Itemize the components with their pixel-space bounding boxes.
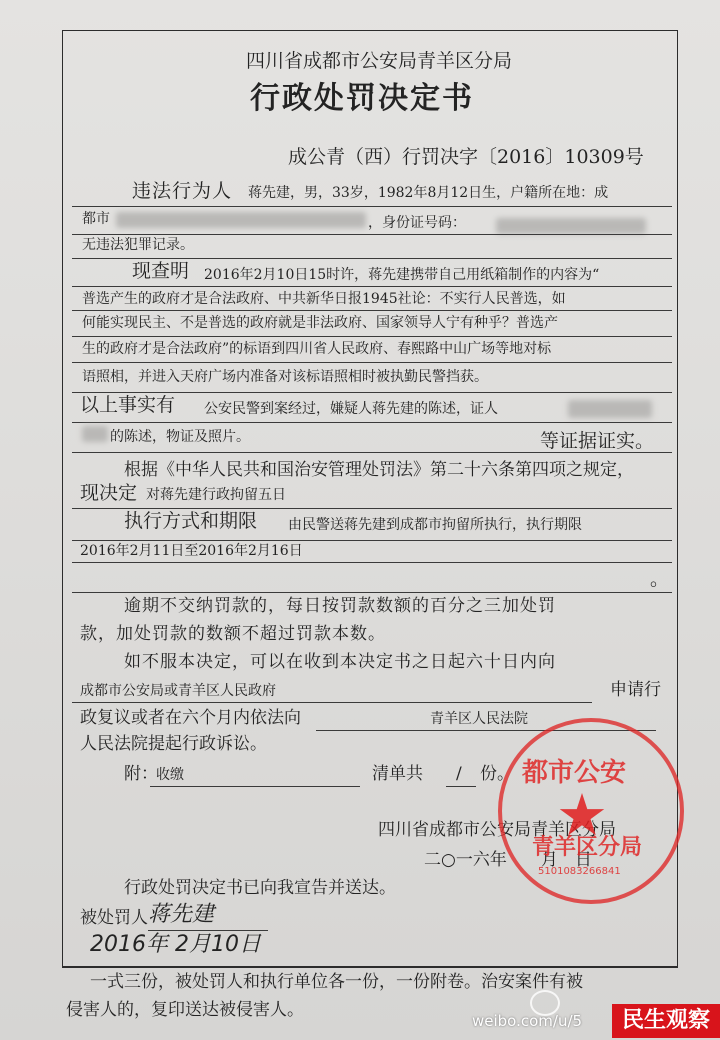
appeal-apply: 申请行 xyxy=(610,680,661,700)
redacted-witness-suffix xyxy=(82,426,108,442)
watermark-brand: 民生观察 xyxy=(612,1004,720,1038)
rule-line xyxy=(72,562,672,563)
rule-line xyxy=(446,786,476,787)
redacted-address xyxy=(116,212,366,228)
rule-line xyxy=(72,422,672,423)
rule-line xyxy=(72,702,592,703)
rule-line xyxy=(72,336,672,337)
rule-line xyxy=(72,310,672,311)
fine-notice-line1: 逾期不交纳罚款的，每日按罚款数额的百分之三加处罚 xyxy=(124,596,556,616)
issuing-org: 四川省成都市公安局青羊区分局 xyxy=(378,820,616,840)
rule-line xyxy=(72,258,672,259)
document-number: 成公青（西）行罚决字〔2016〕10309号 xyxy=(288,146,644,168)
seal-text-top: 都市公安 xyxy=(522,758,627,788)
evidence-line1: 公安民警到案经过，嫌疑人蒋先建的陈述，证人 xyxy=(204,401,498,417)
redacted-witness xyxy=(568,400,652,418)
appeal-line4: 人民法院提起行政诉讼。 xyxy=(80,734,267,754)
rule-line xyxy=(72,206,672,207)
footer-line2: 侵害人的，复印送达被侵害人。 xyxy=(66,1000,304,1020)
evidence-line2: 的陈述，物证及照片。 xyxy=(110,429,250,445)
attachment-count: / xyxy=(456,764,462,784)
rule-line xyxy=(150,786,360,787)
appeal-authority: 成都市公安局或青羊区人民政府 xyxy=(80,683,276,699)
decision-label: 现决定 xyxy=(80,482,138,504)
evidence-suffix: 等证据证实。 xyxy=(540,430,655,452)
fine-notice-line2: 款，加处罚款的数额不超过罚款本数。 xyxy=(80,624,386,644)
offender-line1: 蒋先建，男，33岁，1982年8月12日生，户籍所在地：成 xyxy=(248,185,609,201)
offender-line3: 无违法犯罪记录。 xyxy=(82,237,194,253)
handwritten-signature: 蒋先建 xyxy=(148,902,215,927)
footer-line1: 一式三份，被处罚人和执行单位各一份，一份附卷。治安案件有被 xyxy=(90,972,583,992)
appeal-line1: 如不服本决定，可以在收到本决定书之日起六十日内向 xyxy=(124,652,556,672)
execution-line1: 由民警送蒋先建到成都市拘留所执行，执行期限 xyxy=(288,517,582,533)
execution-line2: 2016年2月11日至2016年2月16日 xyxy=(80,543,303,559)
evidence-label: 以上事实有 xyxy=(80,394,176,416)
facts-line2: 普选产生的政府才是合法政府、中共新华日报1945社论：不实行人民普选，如 xyxy=(82,291,566,307)
rule-line xyxy=(72,540,672,541)
attachment-unit: 份。 xyxy=(480,764,514,784)
offender-id-label: ，身份证号码： xyxy=(368,215,466,231)
agency-name: 四川省成都市公安局青羊区分局 xyxy=(246,50,513,72)
seal-number: 5101083266841 xyxy=(538,866,621,877)
appeal-court: 青羊区人民法院 xyxy=(430,711,528,727)
rule-line xyxy=(72,592,672,593)
rule-line xyxy=(72,392,672,393)
document-title: 行政处罚决定书 xyxy=(250,81,474,116)
footer-divider xyxy=(62,966,678,967)
rule-line xyxy=(72,508,672,509)
facts-line1: 2016年2月10日15时许，蒋先建携带自己用纸箱制作的内容为“ xyxy=(204,267,600,283)
watermark-url: weibo.com/u/5 xyxy=(472,1012,583,1030)
attachment-item: 收缴 xyxy=(156,767,184,783)
rule-line xyxy=(148,930,268,931)
redacted-id-number xyxy=(496,218,646,234)
seal-star-icon: ★ xyxy=(556,781,608,849)
receipt-statement: 行政处罚决定书已向我宣告并送达。 xyxy=(124,878,396,898)
appeal-line3: 政复议或者在六个月内依法向 xyxy=(80,708,301,728)
rule-line xyxy=(72,362,672,363)
attachment-list-label: 清单共 xyxy=(372,764,423,784)
legal-basis: 根据《中华人民共和国治安管理处罚法》第二十六条第四项之规定， xyxy=(124,460,634,480)
issue-date: 二○一六年 月 日 xyxy=(424,850,592,870)
rule-line xyxy=(72,286,672,287)
offender-label: 违法行为人 xyxy=(132,180,233,202)
rule-line xyxy=(72,234,672,235)
receipt-person-label: 被处罚人 xyxy=(80,908,148,928)
decision-text: 对蒋先建行政拘留五日 xyxy=(146,487,286,503)
attachment-label: 附： xyxy=(124,764,158,784)
facts-line3: 何能实现民主、不是普选的政府就是非法政府、国家领导人宁有种乎？普选产 xyxy=(82,315,558,331)
seal-text-bottom: 青羊区分局 xyxy=(532,835,643,860)
rule-line xyxy=(72,452,672,453)
offender-line2-prefix: 都市 xyxy=(82,211,110,227)
facts-line5: 语照相，并进入天府广场内准备对该标语照相时被执勤民警挡获。 xyxy=(82,369,488,385)
handwritten-date: 2016年 2月10日 xyxy=(90,932,261,957)
facts-line4: 生的政府才是合法政府”的标语到四川省人民政府、春熙路中山广场等地对标 xyxy=(82,341,552,357)
facts-label: 现查明 xyxy=(132,260,190,282)
period-mark: 。 xyxy=(650,568,670,590)
execution-label: 执行方式和期限 xyxy=(124,510,258,532)
